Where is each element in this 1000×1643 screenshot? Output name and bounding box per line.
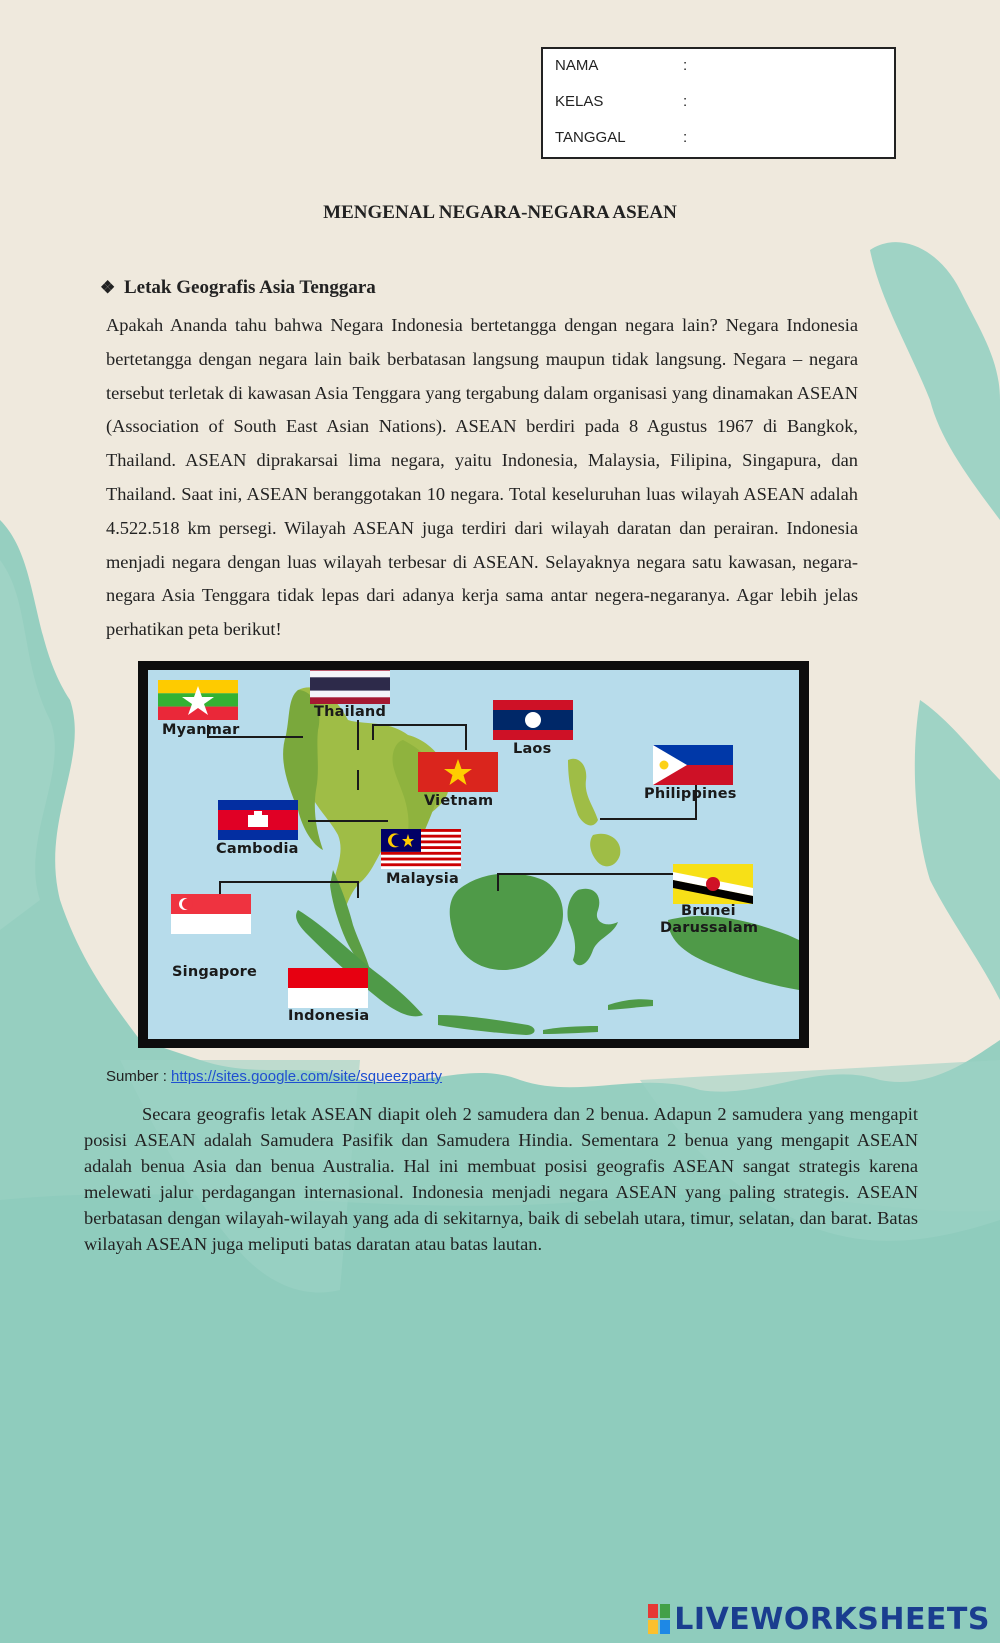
label-vietnam: Vietnam — [424, 793, 494, 809]
diamond-bullet-icon: ❖ — [100, 278, 116, 297]
source-label: Sumber : — [106, 1068, 167, 1085]
java-island — [438, 1015, 535, 1035]
label-laos: Laos — [513, 741, 552, 757]
source-link[interactable]: https://sites.google.com/site/squeezparty — [171, 1068, 443, 1085]
singapore-flag-icon — [171, 894, 251, 934]
vietnam-flag-icon — [418, 752, 498, 792]
label-malaysia: Malaysia — [386, 871, 459, 887]
class-colon: : — [683, 93, 688, 110]
laos-flag-icon — [493, 700, 573, 740]
student-identity-box — [541, 47, 896, 159]
borneo-island — [450, 873, 563, 970]
section-heading — [100, 277, 376, 299]
page-title: MENGENAL NEGARA-NEGARA ASEAN — [323, 202, 677, 223]
label-philippines: Philippines — [644, 786, 737, 802]
timor-island — [608, 999, 653, 1010]
liveworksheets-logo — [648, 1601, 990, 1637]
philippines-islands — [568, 759, 598, 826]
indonesia-flag-icon — [288, 968, 368, 1008]
class-label: KELAS — [555, 93, 604, 110]
date-colon: : — [683, 129, 688, 146]
asean-map — [138, 661, 809, 1048]
nusa-tenggara-islands — [543, 1026, 598, 1034]
liveworksheets-brand-text: LIVEWORKSHEETS — [674, 1601, 990, 1637]
date-label: TANGGAL — [555, 129, 626, 146]
label-darussalam: Darussalam — [660, 920, 759, 936]
thailand-flag-icon — [310, 670, 390, 704]
label-myanmar: Myanmar — [162, 722, 240, 738]
name-label: NAMA — [555, 57, 599, 74]
cambodia-flag-icon — [218, 800, 298, 840]
label-brunei: Brunei — [681, 903, 736, 919]
intro-paragraph: Apakah Ananda tahu bahwa Negara Indonesia bertetangga dengan negara lain? Negara Indonesia bertetangga dengan negara lain baik berbatasan langsung maupun tidak langsung. Negara – negara tersebut terletak di kawasan Asia Tenggara yang tergabung dalam organisasi yang dinamakan ASEAN (Association of South East Asian Nations). ASEAN berdiri pada 8 Agustus 1967 di Bangkok, Thailand. ASEAN diprakarsai lima negara, yaitu Indonesia, Malaysia, Filipina, Singapura, dan Thailand. Saat ini, ASEAN beranggotakan 10 negara. Total keseluruhan luas wilayah ASEAN adalah 4.522.518 km persegi. Wilayah ASEAN juga terdiri dari wilayah daratan dan perairan. Indonesia menjadi negara dengan luas wilayah terbesar di ASEAN. Selayaknya negara satu kawasan, negara-negara Asia Tenggara tidak lepas dari adanya kerja sama antar negera-negaranya. Agar lebih jelas perhatikan peta berikut! — [106, 315, 858, 640]
mindanao-island — [590, 834, 620, 867]
section-heading-text: Letak Geografis Asia Tenggara — [124, 277, 376, 298]
label-singapore: Singapore — [172, 964, 258, 980]
label-cambodia: Cambodia — [216, 841, 299, 857]
label-indonesia: Indonesia — [288, 1008, 370, 1024]
asean-map-canvas — [148, 670, 799, 1039]
source-citation — [106, 1068, 442, 1085]
sulawesi-island — [567, 889, 618, 966]
brunei-flag-icon — [673, 864, 753, 904]
label-thailand: Thailand — [314, 704, 387, 720]
malaysia-flag-icon — [381, 829, 461, 869]
myanmar-flag-icon — [158, 680, 238, 720]
geography-paragraph: Secara geografis letak ASEAN diapit oleh 2 samudera dan 2 benua. Adapun 2 samudera yang mengapit posisi ASEAN adalah Samudera Pasifik dan Samudera Hindia. Sementara 2 benua yang mengapit ASEAN adalah benua Asia dan benua Australia. Hal ini membuat posisi geografis ASEAN sangat strategis karena melewati jalur perdagangan internasional. Indonesia menjadi negara ASEAN yang paling strategis. ASEAN berbatasan dengan wilayah-wilayah yang ada di sekitarnya, baik di sebelah utara, timur, selatan, dan barat. Batas wilayah ASEAN juga meliputi batas daratan atau batas lautan. — [84, 1104, 918, 1254]
liveworksheets-logo-icon — [648, 1604, 670, 1634]
name-colon: : — [683, 57, 688, 74]
philippines-flag-icon — [653, 745, 733, 785]
